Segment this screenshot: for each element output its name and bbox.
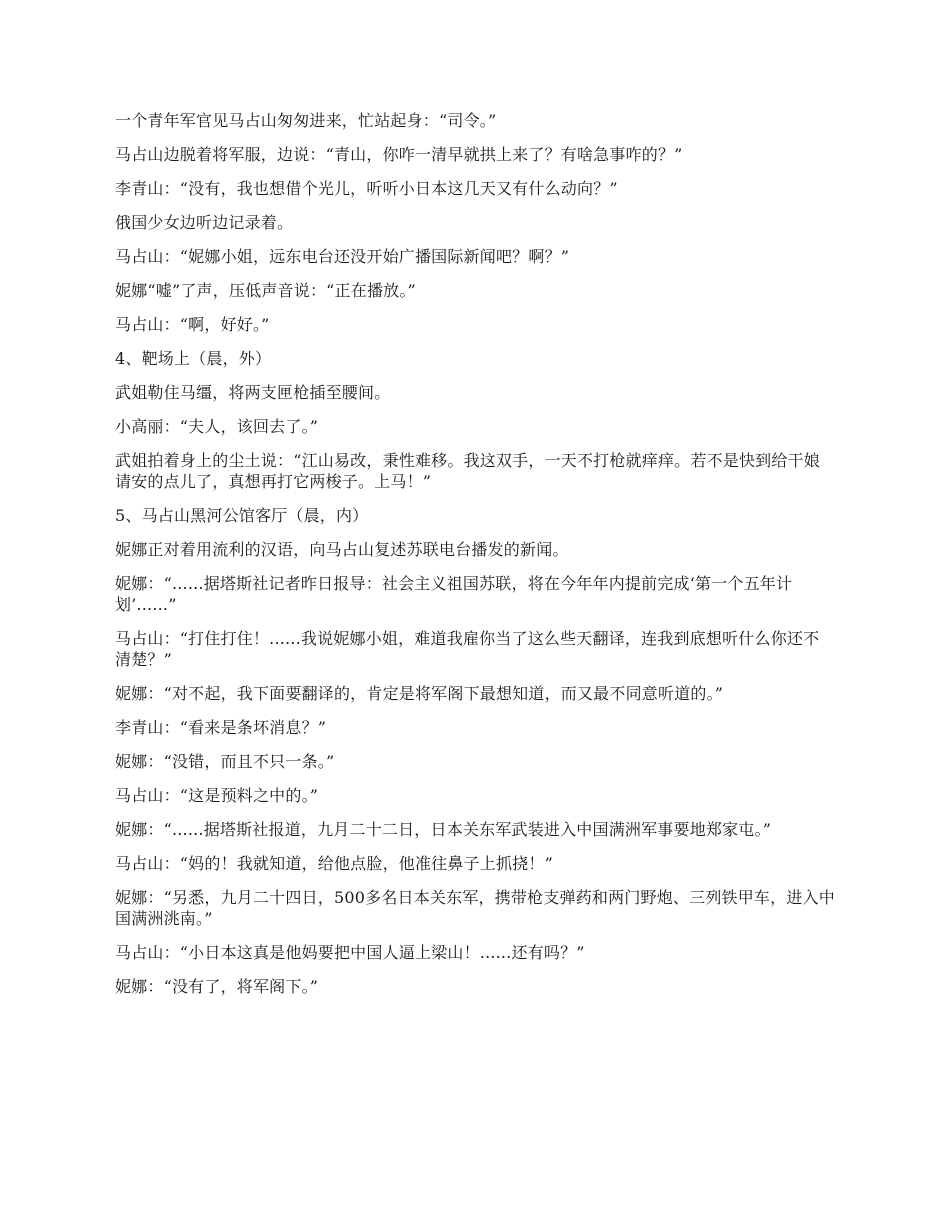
paragraph: 李青山：“看来是条坏消息？”	[115, 718, 327, 737]
paragraph: 马占山：“妮娜小姐，远东电台还没开始广播国际新闻吧？啊？”	[115, 247, 570, 266]
paragraph: 妮娜：“没有了，将军阁下。”	[115, 977, 319, 996]
scene-heading: 4、靶场上（晨，外）	[115, 349, 272, 368]
scene-heading: 5、马占山黑河公馆客厅（晨，内）	[115, 506, 369, 525]
paragraph: 妮娜：“没错，而且不只一条。”	[115, 752, 335, 771]
paragraph: 小高丽：“夫人，该回去了。”	[115, 417, 319, 436]
paragraph: 马占山：“妈的！我就知道，给他点脸，他准往鼻子上抓挠！”	[115, 854, 553, 873]
paragraph: 妮娜正对着用流利的汉语，向马占山复述苏联电台播发的新闻。	[115, 540, 569, 559]
paragraph: 一个青年军官见马占山匆匆进来，忙站起身：“司令。”	[115, 111, 497, 130]
paragraph: 武姐拍着身上的尘土说：“江山易改，秉性难移。我这双手，一天不打枪就痒痒。若不是快到给干娘请安的点儿了，真想再打它两梭子。上马！”	[115, 451, 820, 491]
paragraph: 马占山：“这是预料之中的。”	[115, 786, 319, 805]
document-body	[115, 110, 835, 1010]
paragraph: 妮娜“嘘”了声，压低声音说：“正在播放。”	[115, 281, 416, 300]
paragraph: 俄国少女边听边记录着。	[115, 213, 294, 232]
paragraph: 李青山：“没有，我也想借个光儿，听听小日本这几天又有什么动向？”	[115, 179, 618, 198]
paragraph: 武姐勒住马缰，将两支匣枪插至腰间。	[115, 383, 391, 402]
paragraph: 马占山：“打住打住！......我说妮娜小姐，难道我雇你当了这么些天翻译，连我到底想听什么你还不清楚？”	[115, 629, 820, 669]
paragraph: 妮娜：“......据塔斯社记者昨日报导：社会主义祖国苏联，将在今年年内提前完成‘第一个五年计划’......”	[115, 574, 793, 614]
paragraph: 马占山：“小日本这真是他妈要把中国人逼上梁山！......还有吗？”	[115, 943, 585, 962]
paragraph: 妮娜：“......据塔斯社报道，九月二十二日，日本关东军武装进入中国满洲军事要地郑家屯。”	[115, 820, 772, 839]
paragraph: 马占山：“啊，好好。”	[115, 315, 270, 334]
paragraph: 马占山边脱着将军服，边说：“青山，你咋一清早就拱上来了？有啥急事咋的？”	[115, 145, 683, 164]
paragraph: 妮娜：“另悉，九月二十四日，500多名日本关东军，携带枪支弹药和两门野炮、三列铁甲车，进入中国满洲洮南。”	[115, 888, 835, 928]
paragraph: 妮娜：“对不起，我下面要翻译的，肯定是将军阁下最想知道，而又最不同意听道的。”	[115, 684, 724, 703]
